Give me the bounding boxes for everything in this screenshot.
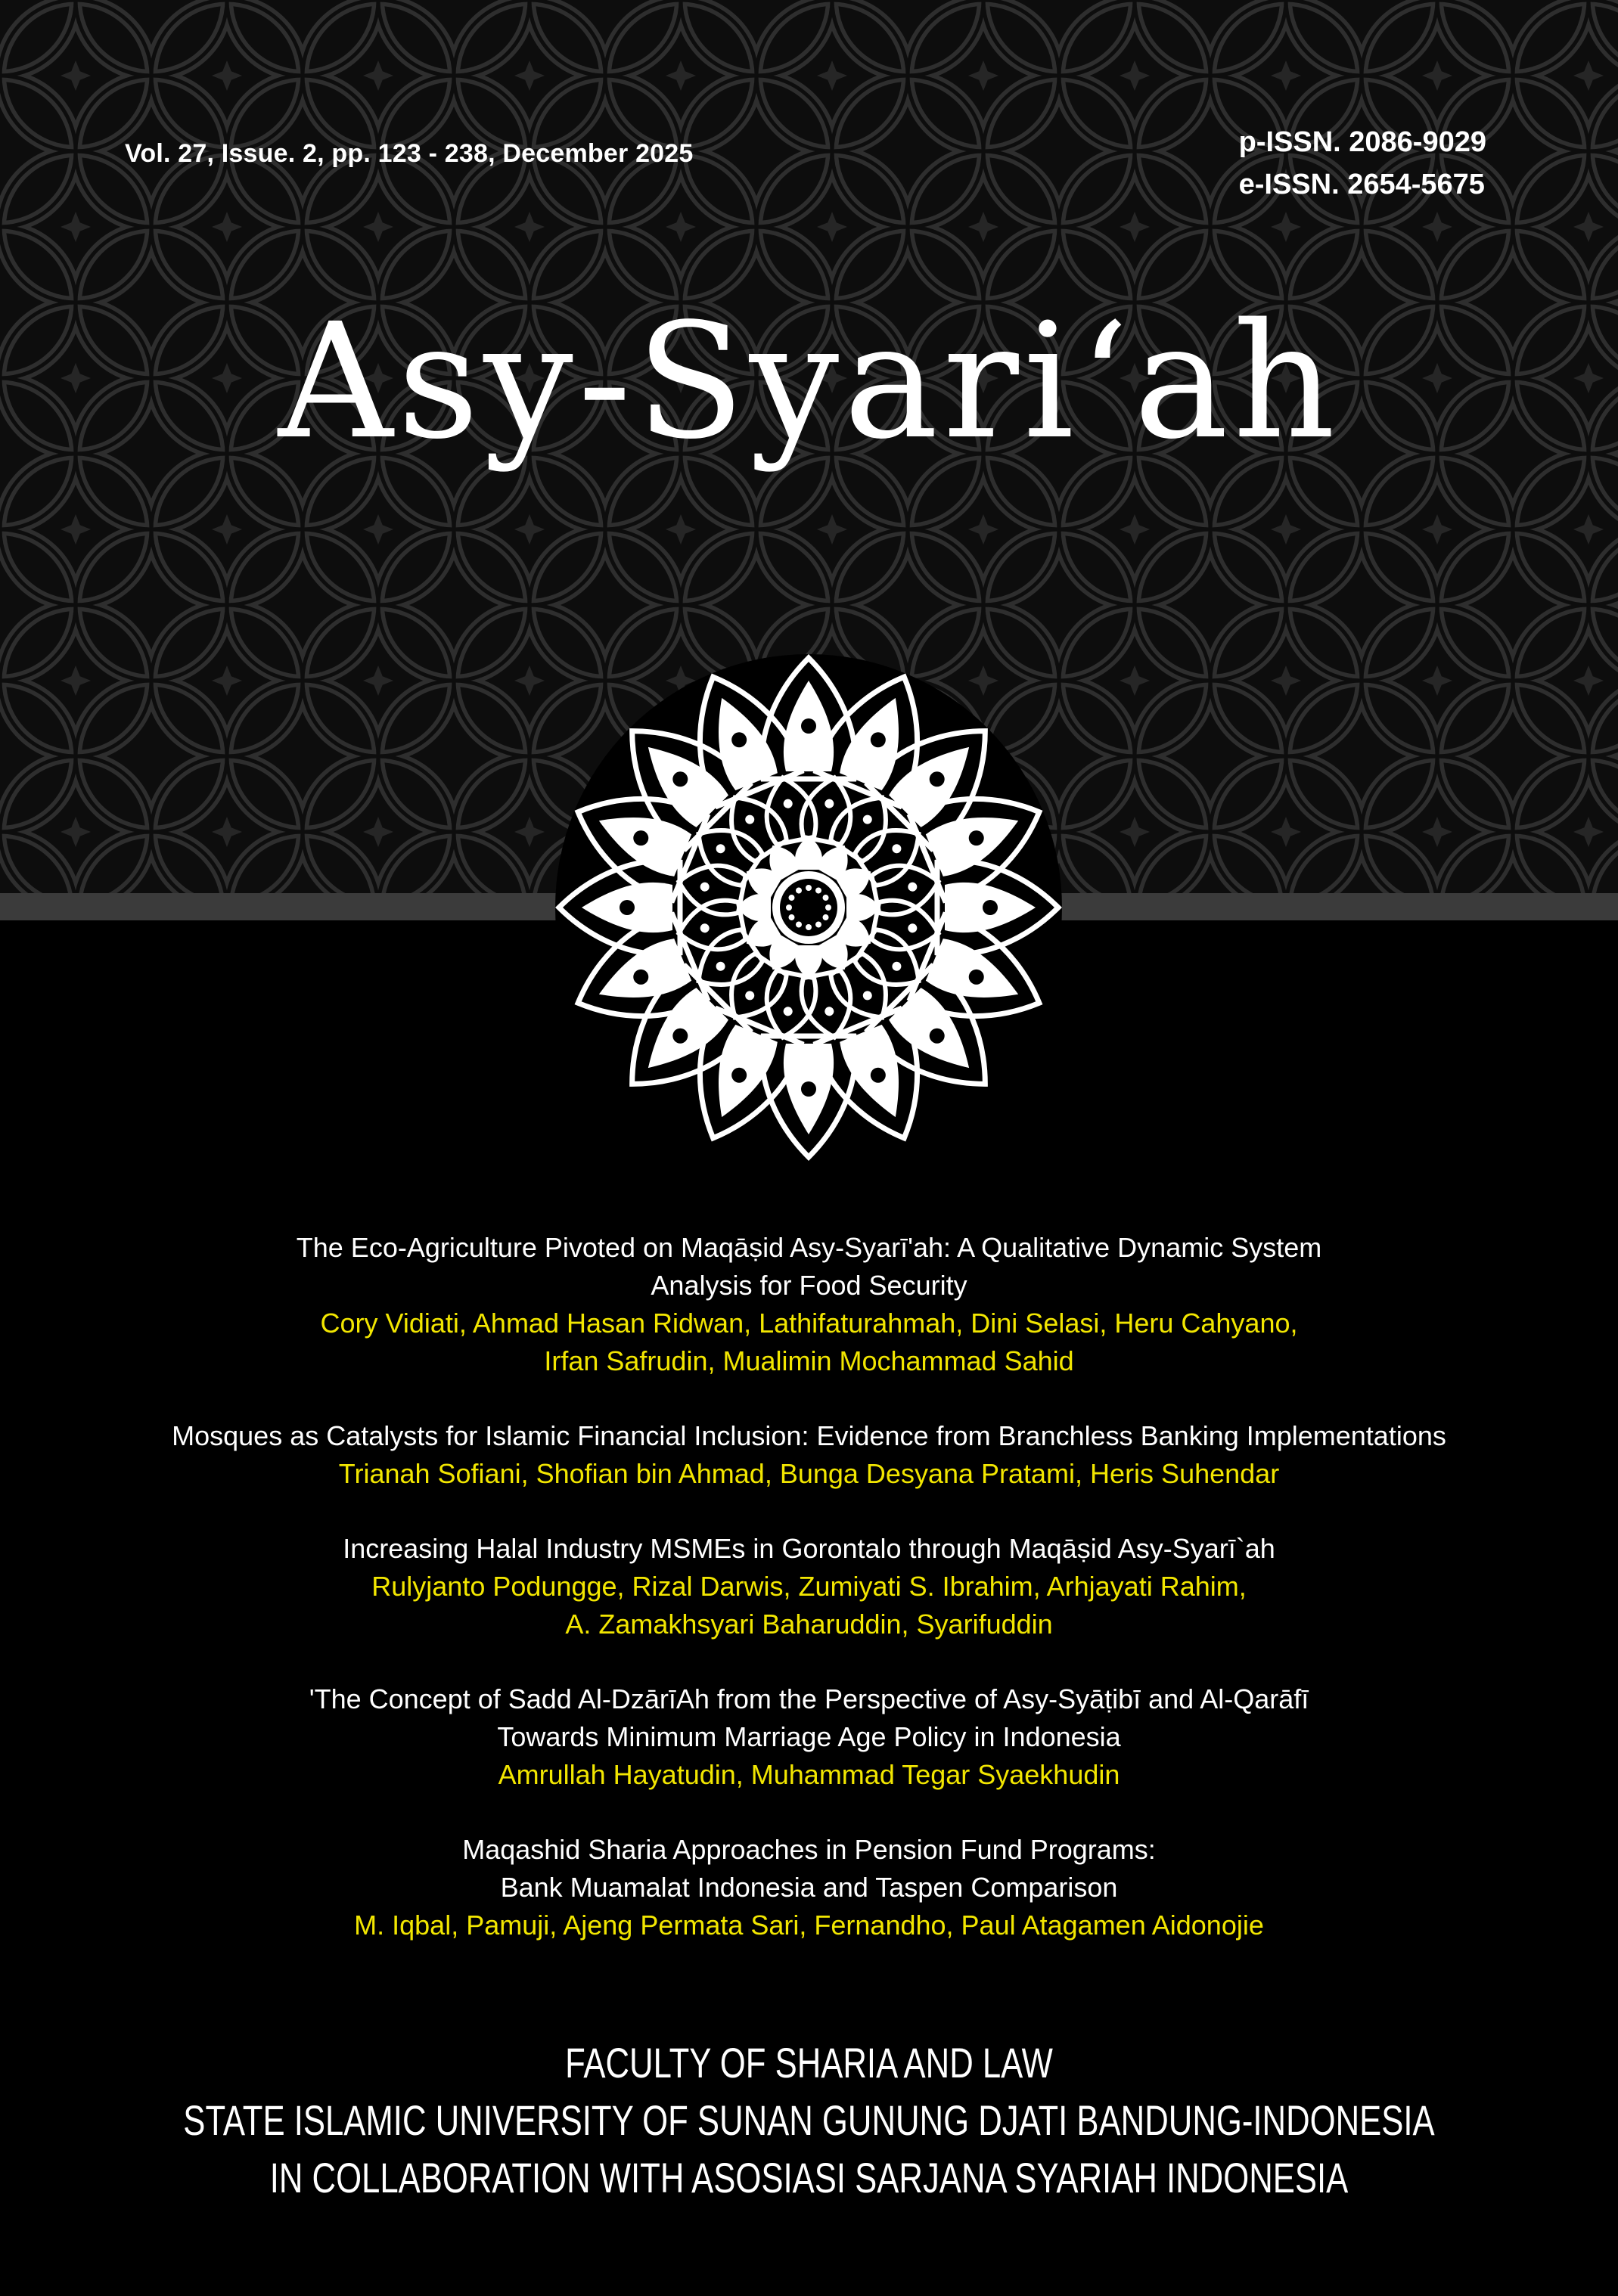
article-title-line: Bank Muamalat Indonesia and Taspen Comparison (500, 1872, 1118, 1903)
article-authors-line: Amrullah Hayatudin, Muhammad Tegar Syaekhudin (498, 1759, 1120, 1790)
article-entry (0, 1530, 1618, 1643)
article-title-line: The Eco-Agriculture Pivoted on Maqāṣid Asy-Syarī'ah: A Qualitative Dynamic System (296, 1232, 1322, 1263)
issn-block (1239, 121, 1486, 206)
mandala-center-dot (806, 924, 812, 930)
article-authors-line: Irfan Safrudin, Mualimin Mochammad Sahid (544, 1345, 1074, 1376)
publisher-footer (0, 2034, 1618, 2207)
article-title-line: Towards Minimum Marriage Age Policy in Indonesia (497, 1721, 1121, 1752)
journal-title: Asy-Syari‘ah (278, 289, 1340, 474)
article-title-line: Mosques as Catalysts for Islamic Financial Inclusion: Evidence from Branchless Banking Implementations (172, 1420, 1446, 1451)
article-title-line: 'The Concept of Sadd Al-DzārīAh from the Perspective of Asy-Syāṭibī and Al-Qarāfī (309, 1683, 1309, 1714)
e-issn: e-ISSN. 2654-5675 (1238, 169, 1485, 200)
article-authors-line: M. Iqbal, Pamuji, Ajeng Permata Sari, Fernandho, Paul Atagamen Aidonojie (354, 1910, 1264, 1941)
article-authors-line: Rulyjanto Podungge, Rizal Darwis, Zumiyati S. Ibrahim, Arhjayati Rahim, (371, 1571, 1247, 1602)
footer-university: STATE ISLAMIC UNIVERSITY OF SUNAN GUNUNG DJATI BANDUNG-INDONESIA (183, 2096, 1435, 2144)
article-entry (0, 1831, 1618, 1944)
article-entry (0, 1680, 1618, 1794)
p-issn: p-ISSN. 2086-9029 (1238, 126, 1486, 158)
footer-faculty: FACULTY OF SHARIA AND LAW (565, 2039, 1053, 2087)
mandala-center-dot (786, 904, 792, 911)
article-list (0, 1229, 1618, 1981)
article-title-line: Analysis for Food Security (651, 1270, 967, 1301)
article-authors-line: Cory Vidiati, Ahmad Hasan Ridwan, Lathifaturahmah, Dini Selasi, Heru Cahyano, (320, 1308, 1298, 1339)
volume-issue-line: Vol. 27, Issue. 2, pp. 123 - 238, December 2025 (125, 139, 694, 168)
article-entry (0, 1229, 1618, 1380)
article-title-line: Increasing Halal Industry MSMEs in Gorontalo through Maqāṣid Asy-Syarī`ah (343, 1533, 1275, 1564)
article-authors-line: A. Zamakhsyari Baharuddin, Syarifuddin (565, 1609, 1053, 1640)
article-title-line: Maqashid Sharia Approaches in Pension Fund Programs: (462, 1834, 1156, 1865)
article-entry (0, 1417, 1618, 1493)
mandala-center-dot (806, 885, 812, 891)
mandala-dot (801, 718, 816, 734)
mandala-dot (801, 1081, 816, 1097)
mandala-dot (983, 900, 998, 915)
mandala-dot (620, 900, 635, 915)
mandala-ornament (544, 643, 1073, 1172)
mandala-center-dot (825, 904, 831, 911)
article-authors-line: Trianah Sofiani, Shofian bin Ahmad, Bunga Desyana Pratami, Heris Suhendar (338, 1458, 1280, 1489)
footer-collaboration: IN COLLABORATION WITH ASOSIASI SARJANA SYARIAH INDONESIA (269, 2154, 1349, 2201)
